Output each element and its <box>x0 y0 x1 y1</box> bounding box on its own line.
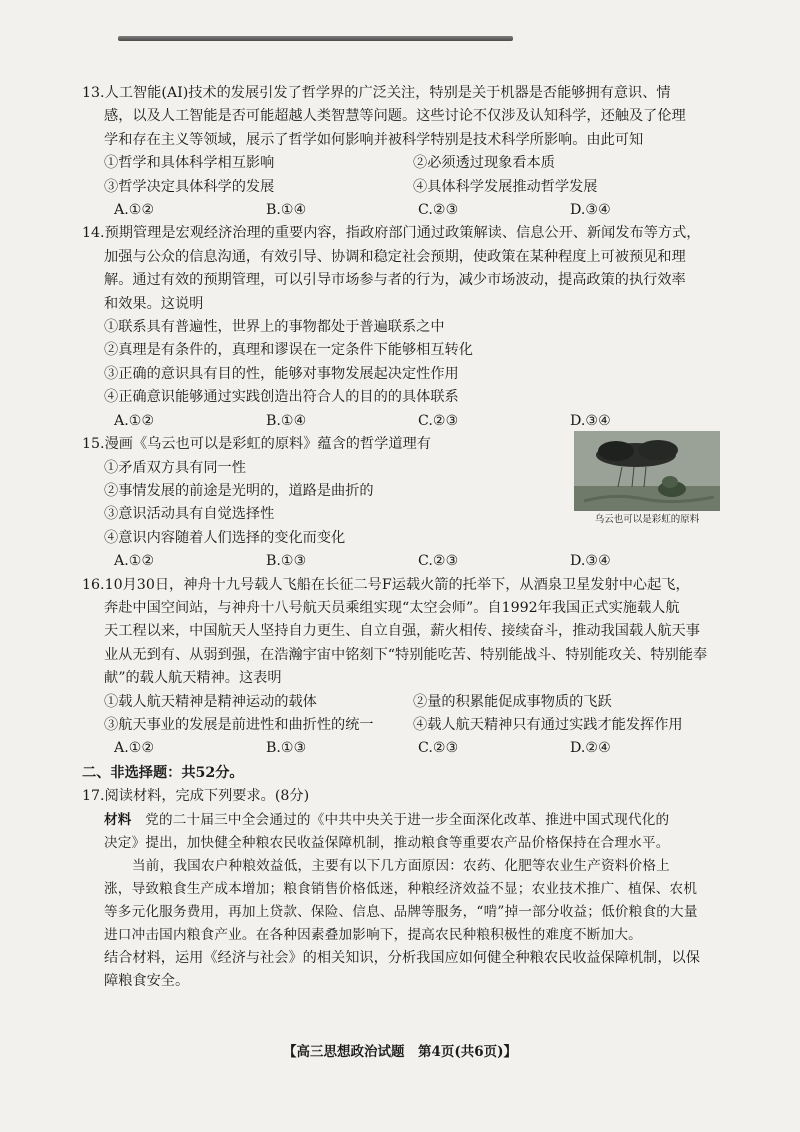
q16-option-4: ④载人航天精神只有通过实践才能发挥作用 <box>413 716 683 733</box>
q14-option-2: ②真理是有条件的，真理和谬误在一定条件下能够相互转化 <box>104 342 473 359</box>
material-line: 等多元化服务费用，再加上贷款、保险、信息、品牌等服务，“啃”掉一部分收益；低价粮食的大量 <box>104 903 698 920</box>
q14-option-4: ④正确意识能够通过实践创造出符合人的目的的具体联系 <box>104 389 459 406</box>
q13-stem-line: 学和存在主义等领域，展示了哲学如何影响并被科学特别是技术科学所影响。由此可知 <box>104 131 644 148</box>
page-footer: 【高三思想政治试题 第4页(共6页)】 <box>282 1044 518 1060</box>
material-line: 决定》提出，加快健全种粮农民收益保障机制，推动粮食等重要农产品价格保持在合理水平。 <box>104 834 670 851</box>
q14-answer-c: C.②③ <box>418 412 459 429</box>
cartoon-caption: 乌云也可以是彩虹的原料 <box>594 514 700 526</box>
q16-answer-a: A.①② <box>114 740 155 757</box>
q13-option-4: ④具体科学发展推动哲学发展 <box>413 178 598 195</box>
material-line: 当前，我国农户种粮效益低，主要有以下几方面原因：农药、化肥等农业生产资料价格上 <box>132 857 670 874</box>
q15-stem: 15.漫画《乌云也可以是彩虹的原料》蕴含的哲学道理有 <box>82 436 431 453</box>
q16-stem-line: 业从无到有、从弱到强，在浩瀚宇宙中铭刻下“特别能吃苦、特别能战斗、特别能攻关、特别能奉 <box>104 646 708 663</box>
q16-stem-line: 奔赴中国空间站，与神舟十八号航天员乘组实现“太空会师”。自1992年我国正式实施载人航 <box>104 599 680 616</box>
question-15 <box>82 433 722 573</box>
q13-answer-a: A.①② <box>114 202 155 219</box>
q15-answer-a: A.①② <box>114 553 155 570</box>
q16-stem-line: 16.10月30日，神舟十九号载人飞船在长征二号F运载火箭的托举下，从酒泉卫星发射中心起飞， <box>82 576 690 593</box>
q13-answer-b: B.①④ <box>266 202 307 219</box>
q14-option-3: ③正确的意识具有目的性，能够对事物发展起决定性作用 <box>104 365 459 382</box>
q14-answer-d: D.③④ <box>570 412 611 429</box>
q16-option-2: ②量的积累能促成事物质的飞跃 <box>413 693 612 710</box>
q14-option-1: ①联系具有普遍性，世界上的事物都处于普遍联系之中 <box>104 319 445 336</box>
cartoon-figure <box>574 431 720 535</box>
q15-option-2: ②事情发展的前途是光明的，道路是曲折的 <box>104 482 374 499</box>
q17-task-line: 障粮食安全。 <box>104 973 190 989</box>
q14-answer-a: A.①② <box>114 412 155 429</box>
question-16 <box>82 574 722 761</box>
q14-stem-line: 和效果。这说明 <box>104 295 204 312</box>
q13-answer-c: C.②③ <box>418 202 459 219</box>
question-14 <box>82 222 722 433</box>
q16-stem-line: 天工程以来，中国航天人坚持自力更生、自立自强，薪火相传、接续奋斗，推动我国载人航天事 <box>104 623 700 640</box>
q13-stem-line: 感，以及人工智能是否可能超越人类智慧等问题。这些讨论不仅涉及认知科学，还触及了伦理 <box>104 108 686 125</box>
q13-option-3: ③哲学决定具体科学的发展 <box>104 178 275 195</box>
q14-stem-line: 14.预期管理是宏观经济治理的重要内容，指政府部门通过政策解读、信息公开、新闻发布等方式， <box>82 225 701 242</box>
q17-stem: 17.阅读材料，完成下列要求。(8分) <box>82 788 310 805</box>
material-label: 材料 <box>104 811 132 828</box>
q13-stem-line: 13.人工智能(AI)技术的发展引发了哲学界的广泛关注，特别是关于机器是否能够拥有意识、情 <box>82 85 671 101</box>
q16-answer-b: B.①③ <box>266 740 307 757</box>
q15-answer-b: B.①③ <box>266 553 307 570</box>
material-line: 党的二十届三中全会通过的《中共中央关于进一步全面深化改革、推进中国式现代化的 <box>145 811 670 828</box>
q16-answer-d: D.②④ <box>570 740 611 757</box>
exam-page <box>82 82 722 993</box>
q13-answer-d: D.③④ <box>570 202 611 219</box>
q15-option-3: ③意识活动具有自觉选择性 <box>104 506 275 523</box>
q17-task-line: 结合材料，运用《经济与社会》的相关知识，分析我国应如何健全种粮农民收益保障机制，以保 <box>104 949 700 966</box>
q15-answer-c: C.②③ <box>418 553 459 570</box>
q15-option-4: ④意识内容随着人们选择的变化而变化 <box>104 529 346 546</box>
q14-stem-line: 解。通过有效的预期管理，可以引导市场参与者的行为，减少市场波动，提高政策的执行效率 <box>104 272 686 289</box>
q16-option-3: ③航天事业的发展是前进性和曲折性的统一 <box>104 716 374 733</box>
q16-option-1: ①载人航天精神是精神运动的载体 <box>104 693 317 710</box>
top-scan-bar <box>118 36 513 41</box>
q13-option-1: ①哲学和具体科学相互影响 <box>104 155 275 172</box>
q15-option-1: ①矛盾双方具有同一性 <box>104 459 246 476</box>
material-line: 涨，导致粮食生产成本增加；粮食销售价格低迷，种粮经济效益不显；农业技术推广、植保、农机 <box>104 880 698 897</box>
q16-answer-c: C.②③ <box>418 740 459 757</box>
cartoon-image <box>574 431 720 511</box>
q16-stem-line: 献”的载人航天精神。这表明 <box>104 670 282 687</box>
q15-answer-d: D.③④ <box>570 553 611 570</box>
question-13 <box>82 82 722 222</box>
q17-material <box>82 809 722 947</box>
q13-option-2: ②必须透过现象看本质 <box>413 155 555 172</box>
q14-stem-line: 加强与公众的信息沟通，有效引导、协调和稳定社会预期，使政策在某种程度上可被预见和理 <box>104 248 686 265</box>
material-line: 进口冲击国内粮食产业。在各种因素叠加影响下，提高农民种粮积极性的难度不断加大。 <box>104 926 642 943</box>
q14-answer-b: B.①④ <box>266 412 307 429</box>
section-heading: 二、非选择题：共52分。 <box>82 764 244 781</box>
question-17 <box>82 785 722 993</box>
